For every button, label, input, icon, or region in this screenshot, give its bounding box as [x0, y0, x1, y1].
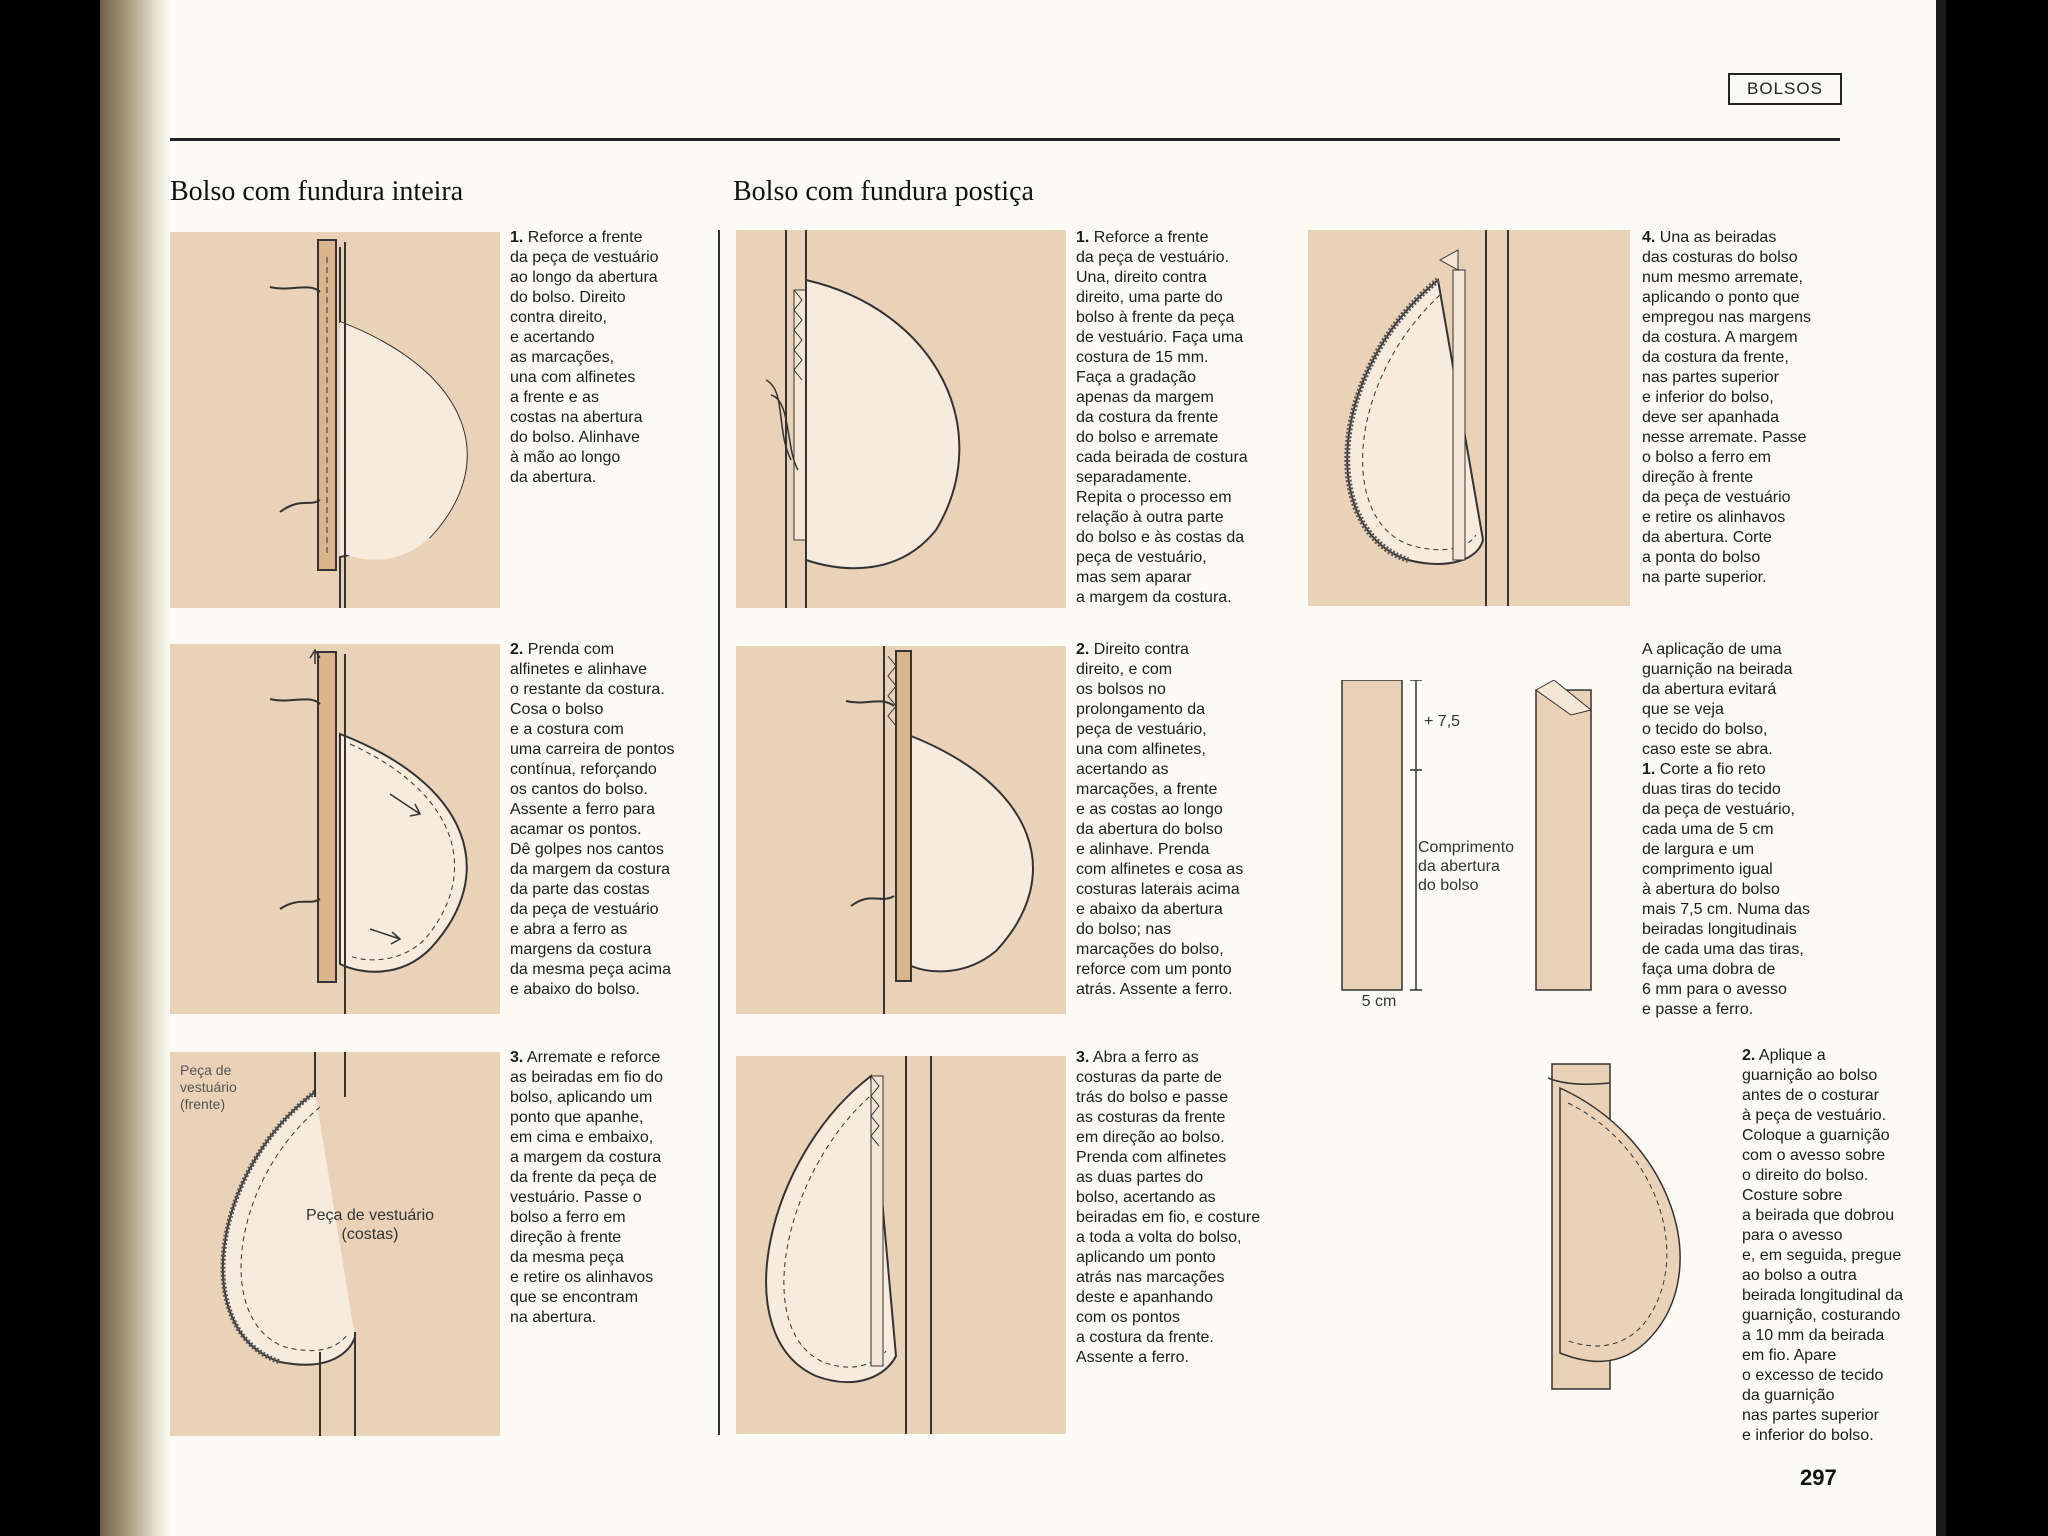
- dimension-extra-label: + 7,5: [1424, 713, 1461, 730]
- dimension-width-label: 5 cm: [1361, 993, 1397, 1010]
- section-tag: BOLSOS: [1728, 73, 1842, 105]
- illustration-right-step-4: [1308, 230, 1630, 606]
- book-page: [100, 0, 1946, 1536]
- label-garment-back: Peça de vestuário (costas): [305, 1207, 435, 1243]
- illustration-right-step-3: [736, 1056, 1066, 1434]
- facing-intro-text: [1642, 640, 1847, 1020]
- header-rule: [170, 138, 1840, 141]
- right-step-4-body: Una as beiradas das costuras do bolso num mesmo arremate, aplicando o ponto que empregou nas margens da costura. A margem da costura da frente, nas partes superior e inferior do bolso, deve ser apanhada nesse arremate. Passe o bolso a ferro em direção à frente da peça de vestuário e retire os alinhavos da abertura. Corte a ponta do bolso na parte superior.: [1642, 229, 1811, 586]
- left-section-title: Bolso com fundura inteira: [170, 176, 464, 207]
- left-step-3-body: Arremate e reforce as beiradas em fio do bolso, aplicando um ponto que apanhe, em cima e embaixo, a margem da costura da frente da peça de vestuário. Passe o bolso a ferro em direção à frente da mesma peça e retire os alinhavos que se encontram na abertura.: [510, 1049, 663, 1326]
- page-number: 297: [1800, 1465, 1837, 1490]
- illustration-left-step-2: [170, 644, 500, 1014]
- illustration-left-step-1: [170, 232, 500, 608]
- right-step-2-number: 2.: [1076, 641, 1090, 658]
- illustration-right-step-1: [736, 230, 1066, 608]
- facing-step-1-body: Corte a fio reto duas tiras do tecido da peça de vestuário, cada uma de 5 cm de largura e um comprimento igual à abertura do bolso mais 7,5 cm. Numa das beiradas longitudinais de cada uma das tiras, faça uma dobra de 6 mm para o avesso e passe a ferro.: [1642, 761, 1811, 1018]
- right-step-1-text: [1076, 228, 1286, 608]
- illustration-right-step-2: [736, 646, 1066, 1014]
- right-step-1-body: Reforce a frente da peça de vestuário. Una, direito contra direito, uma parte do bolso à frente da peça de vestuário. Faça uma costura de 15 mm. Faça a gradação apenas da margem da costura da frente do bolso e arremate cada beirada de costura separadamente. Repita o processo em relação à outra parte do bolso e às costas da peça de vestuário, mas sem aparar a margem da costura.: [1076, 229, 1248, 606]
- left-step-1-body: Reforce a frente da peça de vestuário ao longo da abertura do bolso. Direito contra direito, e acertando as marcações, una com alfinetes a frente e as costas na abertura do bolso. Alinhave à mão ao longo da abertura.: [510, 229, 659, 486]
- facing-step-1-number: 1.: [1642, 761, 1656, 778]
- label-garment-front: Peça de vestuário (frente): [180, 1062, 237, 1112]
- right-step-4-number: 4.: [1642, 229, 1656, 246]
- left-step-2-number: 2.: [510, 641, 524, 658]
- right-step-2-body: Direito contra direito, e com os bolsos no prolongamento da peça de vestuário, una com alfinetes, acertando as marcações, a frente e as costas ao longo da abertura do bolso e alinhave. Prenda com alfinetes e cosa as costuras laterais acima e abaixo da abertura do bolso; nas marcações do bolso, reforce com um ponto atrás. Assente a ferro.: [1076, 641, 1244, 998]
- left-step-3-text: [510, 1048, 715, 1328]
- dimension-length-label: Comprimento da abertura do bolso: [1418, 839, 1515, 894]
- column-divider: [718, 230, 720, 1435]
- right-section-title: Bolso com fundura postiça: [733, 176, 1034, 207]
- right-step-3-body: Abra a ferro as costuras da parte de trás do bolso e passe as costuras da frente em direção ao bolso. Prenda com alfinetes as duas partes do bolso, acertando as beiradas em fio, e costure a toda a volta do bolso, aplicando um ponto atrás nas marcações deste e apanhando com os pontos a costura da frente. Assente a ferro.: [1076, 1049, 1261, 1366]
- facing-intro: A aplicação de uma guarnição na beirada da abertura evitará que se veja o tecido do bolso, caso este se abra.: [1642, 641, 1793, 758]
- page-gutter-shadow: [100, 0, 170, 1536]
- left-step-2-text: [510, 640, 715, 1000]
- left-step-3-number: 3.: [510, 1049, 524, 1066]
- right-step-2-text: [1076, 640, 1286, 1000]
- right-step-3-text: [1076, 1048, 1286, 1368]
- facing-step-2-number: 2.: [1742, 1047, 1756, 1064]
- left-step-2-body: Prenda com alfinetes e alinhave o restante da costura. Cosa o bolso e a costura com uma carreira de pontos contínua, reforçando os cantos do bolso. Assente a ferro para acamar os pontos. Dê golpes nos cantos da margem da costura da parte das costas da peça de vestuário e abra a ferro as margens da costura da mesma peça acima e abaixo do bolso.: [510, 641, 675, 998]
- right-step-1-number: 1.: [1076, 229, 1090, 246]
- facing-step-2-body: Aplique a guarnição ao bolso antes de o costurar à peça de vestuário. Coloque a guarnição com o avesso sobre o direito do bolso. Costure sobre a beirada que dobrou para o avesso e, em seguida, pregue ao bolso a outra beirada longitudinal da guarnição, costurando a 10 mm da beirada em fio. Apare o excesso de tecido da guarnição nas partes superior e inferior do bolso.: [1742, 1047, 1904, 1444]
- left-step-1-number: 1.: [510, 229, 524, 246]
- right-step-4-text: [1642, 228, 1847, 588]
- facing-step-2-text: [1742, 1046, 1946, 1446]
- right-step-3-number: 3.: [1076, 1049, 1090, 1066]
- left-step-1-text: [510, 228, 710, 488]
- facing-applied-diagram: [1540, 1058, 1690, 1396]
